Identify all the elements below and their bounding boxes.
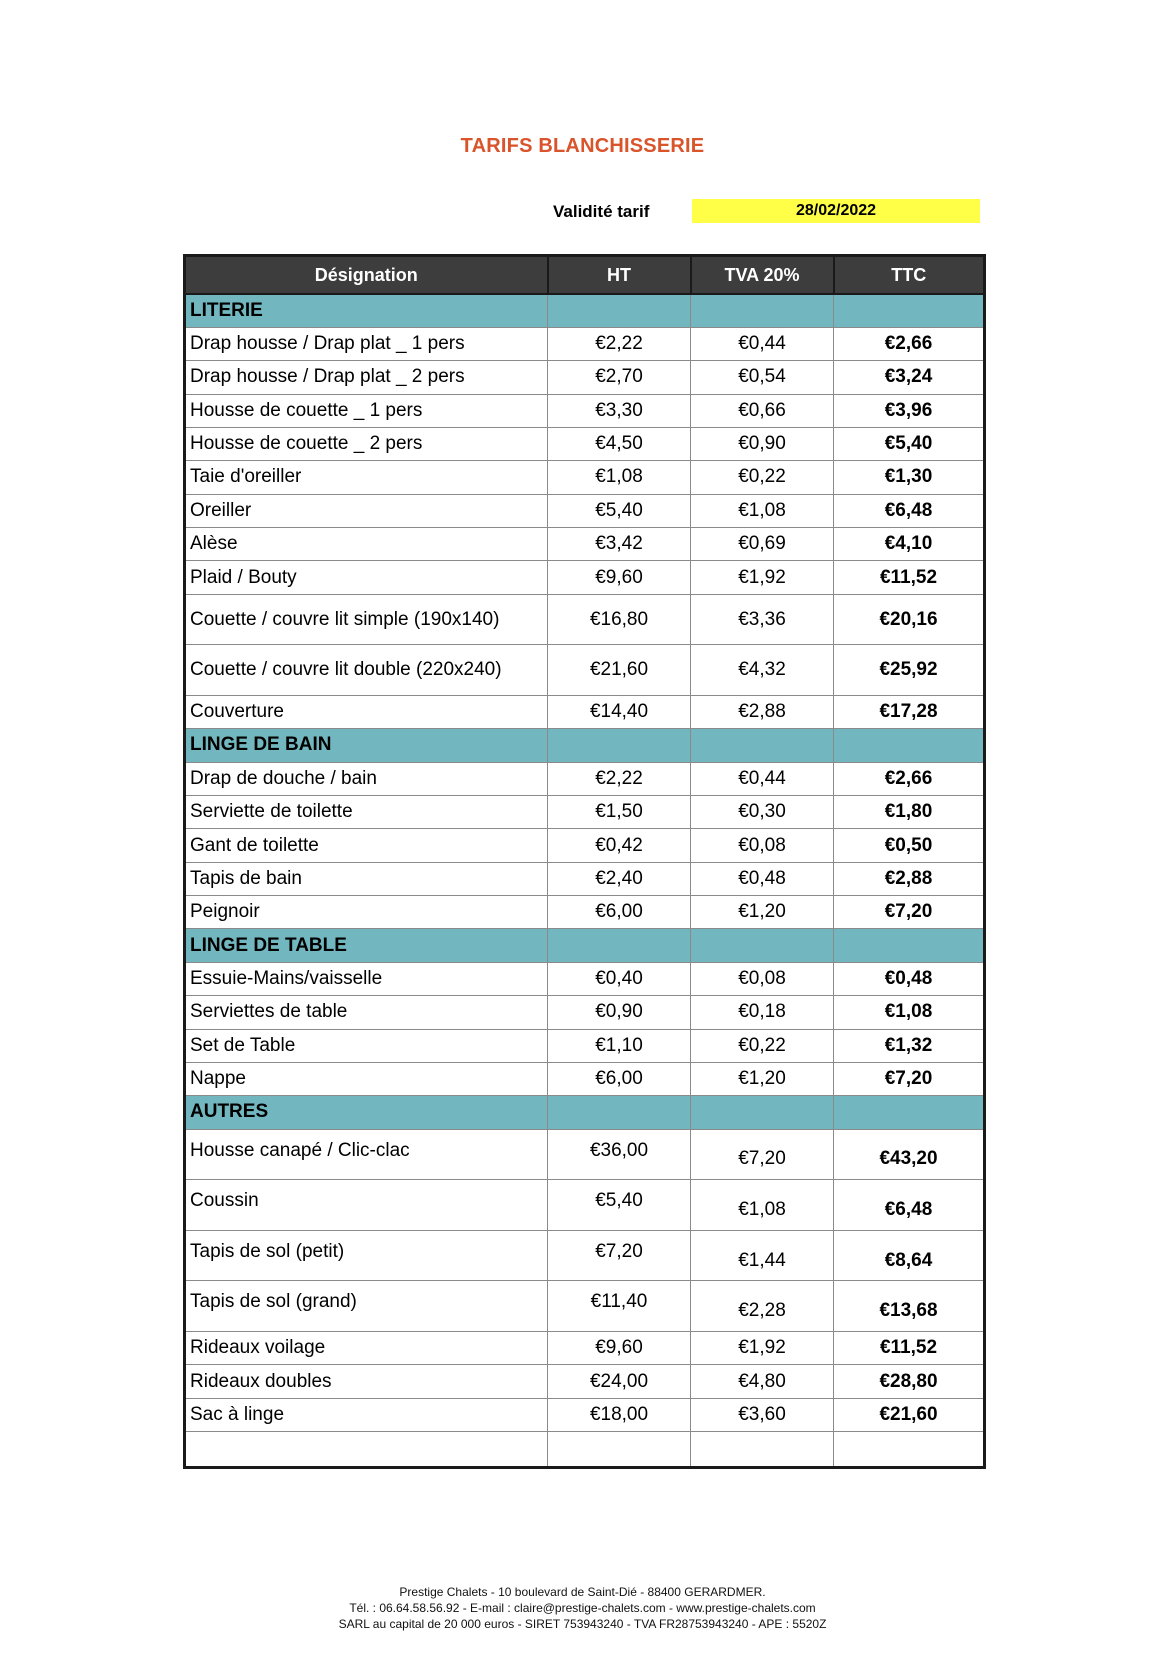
table-row (185, 796, 985, 829)
price-ht: €21,60 (548, 645, 691, 696)
empty-cell (185, 1432, 548, 1468)
table-row (185, 327, 985, 360)
price-tva: €0,08 (691, 962, 834, 995)
price-ttc: €7,20 (834, 1062, 985, 1095)
section-empty-cell (548, 1096, 691, 1129)
item-name: Serviette de toilette (185, 796, 548, 829)
price-ht: €0,42 (548, 829, 691, 862)
item-name: Gant de toilette (185, 829, 548, 862)
footer-legal: SARL au capital de 20 000 euros - SIRET 753943240 - TVA FR28753943240 - APE : 5520Z (338, 1617, 827, 1631)
item-name: Set de Table (185, 1029, 548, 1062)
price-ht: €18,00 (548, 1398, 691, 1431)
section-title: LINGE DE BAIN (185, 729, 548, 762)
price-ttc: €3,24 (834, 361, 985, 394)
table-header-row (185, 256, 985, 295)
price-ht: €7,20 (548, 1230, 691, 1281)
price-ttc: €17,28 (834, 695, 985, 728)
section-empty-cell (834, 294, 985, 327)
price-ttc: €25,92 (834, 645, 985, 696)
section-empty-cell (691, 294, 834, 327)
price-ttc: €1,32 (834, 1029, 985, 1062)
item-name: Housse canapé / Clic-clac (185, 1129, 548, 1180)
table-row (185, 1365, 985, 1398)
price-ht: €14,40 (548, 695, 691, 728)
table-row (185, 896, 985, 929)
price-ttc: €6,48 (834, 1180, 985, 1231)
price-ht: €2,40 (548, 862, 691, 895)
price-tva: €1,92 (691, 1331, 834, 1364)
price-ht: €24,00 (548, 1365, 691, 1398)
price-ttc: €28,80 (834, 1365, 985, 1398)
section-row (185, 729, 985, 762)
price-ht: €4,50 (548, 427, 691, 460)
table-row (185, 1331, 985, 1364)
price-ttc: €43,20 (834, 1129, 985, 1180)
section-row (185, 929, 985, 962)
item-name: Nappe (185, 1062, 548, 1095)
header-tva: TVA 20% (691, 256, 834, 295)
item-name: Drap housse / Drap plat _ 1 pers (185, 327, 548, 360)
price-tva: €0,08 (691, 829, 834, 862)
table-row (185, 1230, 985, 1281)
item-name: Drap de douche / bain (185, 762, 548, 795)
price-ttc: €8,64 (834, 1230, 985, 1281)
section-empty-cell (691, 929, 834, 962)
empty-cell (834, 1432, 985, 1468)
price-tva: €2,28 (691, 1281, 834, 1332)
price-ttc: €2,88 (834, 862, 985, 895)
table-row (185, 1129, 985, 1180)
price-ht: €1,50 (548, 796, 691, 829)
price-ttc: €1,30 (834, 461, 985, 494)
price-table-container (183, 254, 983, 1469)
price-tva: €1,08 (691, 494, 834, 527)
header-ht: HT (548, 256, 691, 295)
item-name: Oreiller (185, 494, 548, 527)
table-row (185, 1029, 985, 1062)
footer-address: Prestige Chalets - 10 boulevard de Saint-Dié - 88400 GERARDMER. (399, 1585, 766, 1599)
table-row (185, 528, 985, 561)
price-ttc: €6,48 (834, 494, 985, 527)
item-name: Couette / couvre lit simple (190x140) (185, 594, 548, 645)
item-name: Tapis de sol (petit) (185, 1230, 548, 1281)
item-name: Housse de couette _ 1 pers (185, 394, 548, 427)
section-empty-cell (548, 729, 691, 762)
item-name: Serviettes de table (185, 996, 548, 1029)
section-empty-cell (834, 1096, 985, 1129)
price-ttc: €1,80 (834, 796, 985, 829)
section-row (185, 294, 985, 327)
price-tva: €0,44 (691, 327, 834, 360)
section-title: LITERIE (185, 294, 548, 327)
price-ht: €36,00 (548, 1129, 691, 1180)
price-ht: €2,22 (548, 327, 691, 360)
price-ht: €2,22 (548, 762, 691, 795)
section-title: AUTRES (185, 1096, 548, 1129)
item-name: Tapis de sol (grand) (185, 1281, 548, 1332)
price-tva: €0,30 (691, 796, 834, 829)
price-tva: €4,80 (691, 1365, 834, 1398)
table-row (185, 594, 985, 645)
price-ttc: €7,20 (834, 896, 985, 929)
price-tva: €0,90 (691, 427, 834, 460)
table-row (185, 862, 985, 895)
section-empty-cell (691, 1096, 834, 1129)
price-tva: €7,20 (691, 1129, 834, 1180)
table-row (185, 1398, 985, 1431)
header-designation: Désignation (185, 256, 548, 295)
price-ht: €1,10 (548, 1029, 691, 1062)
price-tva: €0,22 (691, 1029, 834, 1062)
price-tva: €3,60 (691, 1398, 834, 1431)
table-row (185, 394, 985, 427)
table-row (185, 1281, 985, 1332)
price-ht: €9,60 (548, 561, 691, 594)
price-tva: €1,08 (691, 1180, 834, 1231)
footer (0, 1584, 1165, 1632)
price-ht: €5,40 (548, 1180, 691, 1231)
table-row (185, 1180, 985, 1231)
section-empty-cell (834, 929, 985, 962)
price-ttc: €11,52 (834, 561, 985, 594)
item-name: Taie d'oreiller (185, 461, 548, 494)
price-ht: €5,40 (548, 494, 691, 527)
price-tva: €0,69 (691, 528, 834, 561)
price-tva: €1,44 (691, 1230, 834, 1281)
price-ttc: €0,50 (834, 829, 985, 862)
validity-label: Validité tarif (553, 202, 650, 221)
table-row (185, 829, 985, 862)
table-row (185, 695, 985, 728)
table-row (185, 1062, 985, 1095)
item-name: Couverture (185, 695, 548, 728)
price-ht: €3,42 (548, 528, 691, 561)
price-ht: €3,30 (548, 394, 691, 427)
price-table (183, 254, 986, 1469)
price-tva: €4,32 (691, 645, 834, 696)
price-tva: €0,66 (691, 394, 834, 427)
footer-contact: Tél. : 06.64.58.56.92 - E-mail : claire@prestige-chalets.com - www.prestige-chalets.com (349, 1601, 816, 1615)
item-name: Plaid / Bouty (185, 561, 548, 594)
item-name: Alèse (185, 528, 548, 561)
price-ttc: €1,08 (834, 996, 985, 1029)
section-row (185, 1096, 985, 1129)
price-ttc: €5,40 (834, 427, 985, 460)
price-ht: €16,80 (548, 594, 691, 645)
section-empty-cell (834, 729, 985, 762)
price-ht: €0,90 (548, 996, 691, 1029)
validity-date: 28/02/2022 (692, 199, 980, 223)
empty-row (185, 1432, 985, 1468)
item-name: Coussin (185, 1180, 548, 1231)
table-row (185, 361, 985, 394)
price-ht: €6,00 (548, 1062, 691, 1095)
empty-cell (691, 1432, 834, 1468)
price-ht: €1,08 (548, 461, 691, 494)
price-ht: €0,40 (548, 962, 691, 995)
price-tva: €0,44 (691, 762, 834, 795)
price-tva: €0,22 (691, 461, 834, 494)
section-empty-cell (548, 294, 691, 327)
section-empty-cell (548, 929, 691, 962)
table-body (185, 294, 985, 1468)
table-row (185, 762, 985, 795)
price-ht: €11,40 (548, 1281, 691, 1332)
empty-cell (548, 1432, 691, 1468)
price-ttc: €11,52 (834, 1331, 985, 1364)
section-empty-cell (691, 729, 834, 762)
item-name: Rideaux doubles (185, 1365, 548, 1398)
price-ttc: €3,96 (834, 394, 985, 427)
item-name: Essuie-Mains/vaisselle (185, 962, 548, 995)
price-tva: €0,54 (691, 361, 834, 394)
table-row (185, 561, 985, 594)
price-ht: €9,60 (548, 1331, 691, 1364)
price-tva: €1,92 (691, 561, 834, 594)
item-name: Peignoir (185, 896, 548, 929)
table-row (185, 461, 985, 494)
price-ttc: €13,68 (834, 1281, 985, 1332)
page-title: TARIFS BLANCHISSERIE (460, 135, 705, 157)
price-tva: €0,18 (691, 996, 834, 1029)
price-ttc: €20,16 (834, 594, 985, 645)
price-ttc: €2,66 (834, 327, 985, 360)
price-tva: €2,88 (691, 695, 834, 728)
price-ht: €6,00 (548, 896, 691, 929)
item-name: Couette / couvre lit double (220x240) (185, 645, 548, 696)
item-name: Sac à linge (185, 1398, 548, 1431)
table-row (185, 645, 985, 696)
section-title: LINGE DE TABLE (185, 929, 548, 962)
header-ttc: TTC (834, 256, 985, 295)
table-row (185, 427, 985, 460)
item-name: Housse de couette _ 2 pers (185, 427, 548, 460)
price-tva: €1,20 (691, 1062, 834, 1095)
price-ttc: €0,48 (834, 962, 985, 995)
price-ttc: €21,60 (834, 1398, 985, 1431)
price-tva: €1,20 (691, 896, 834, 929)
price-ht: €2,70 (548, 361, 691, 394)
price-ttc: €2,66 (834, 762, 985, 795)
table-row (185, 996, 985, 1029)
price-tva: €0,48 (691, 862, 834, 895)
price-ttc: €4,10 (834, 528, 985, 561)
table-row (185, 962, 985, 995)
item-name: Tapis de bain (185, 862, 548, 895)
table-row (185, 494, 985, 527)
item-name: Drap housse / Drap plat _ 2 pers (185, 361, 548, 394)
price-tva: €3,36 (691, 594, 834, 645)
item-name: Rideaux voilage (185, 1331, 548, 1364)
